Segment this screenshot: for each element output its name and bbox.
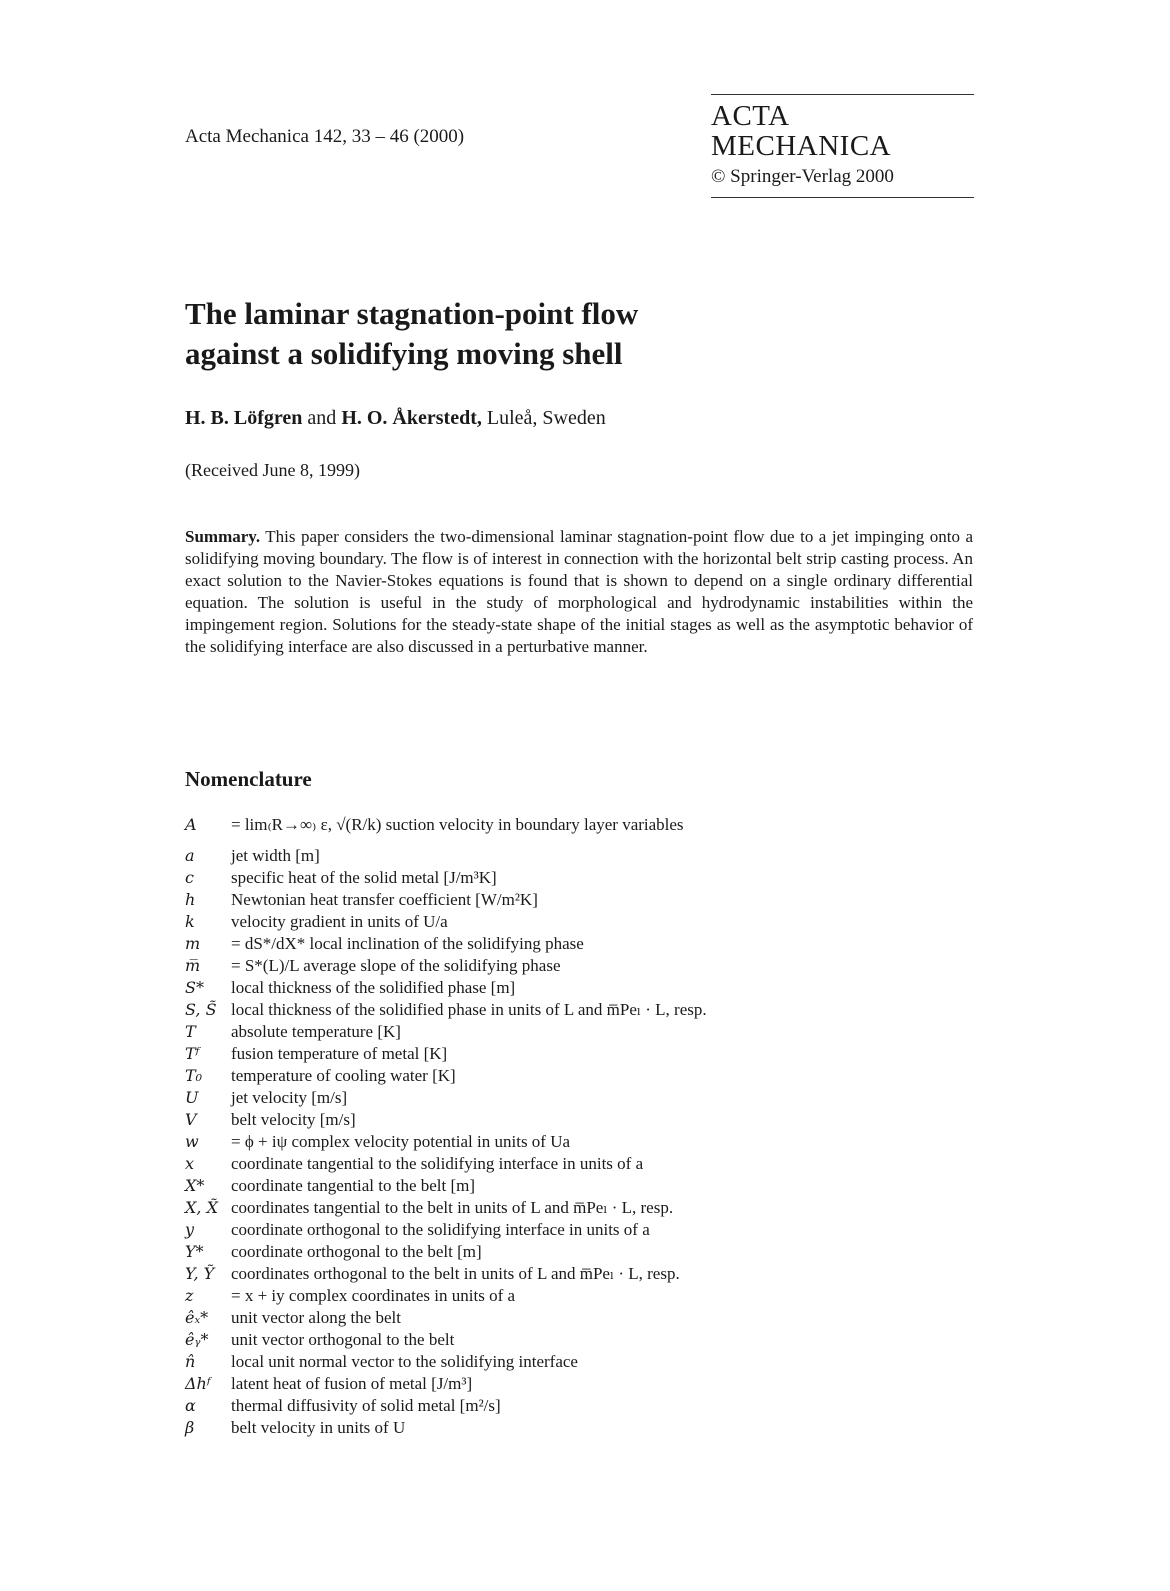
nomenclature-row: [174, 1351, 994, 1373]
nomenclature-row: [174, 999, 994, 1021]
copyright: © Springer-Verlag 2000: [711, 166, 894, 187]
nomenclature-description: local thickness of the solidified phase [m]: [231, 978, 516, 997]
nomenclature-symbol: Y*: [185, 1242, 204, 1261]
nomenclature-row: [174, 1131, 994, 1153]
nomenclature-description: local unit normal vector to the solidifying interface: [231, 1352, 578, 1371]
summary-label: Summary.: [185, 527, 261, 546]
nomenclature-row: [174, 955, 994, 977]
nomenclature-description: velocity gradient in units of U/a: [231, 912, 448, 931]
nomenclature-symbol: a: [185, 846, 195, 865]
nomenclature-symbol: T: [185, 1022, 196, 1041]
nomenclature-symbol: m̅: [185, 956, 201, 975]
nomenclature-symbol: α: [185, 1396, 196, 1415]
nomenclature-row: [174, 889, 994, 911]
nomenclature-symbol: V: [185, 1110, 197, 1129]
nomenclature-symbol: β: [185, 1418, 195, 1437]
nomenclature-row: [174, 1153, 994, 1175]
summary: [185, 526, 973, 658]
nomenclature-row: [174, 1197, 994, 1219]
nomenclature-description: = lim₍R→∞₎ ε, √(R/k) suction velocity in boundary layer variables: [231, 815, 684, 834]
nomenclature-list: [174, 814, 994, 1439]
nomenclature-symbol: h: [185, 890, 196, 909]
nomenclature-symbol: U: [185, 1088, 199, 1107]
nomenclature-symbol: X*: [185, 1176, 205, 1195]
nomenclature-row: [174, 977, 994, 999]
nomenclature-description: belt velocity in units of U: [231, 1418, 406, 1437]
nomenclature-description: = x + iy complex coordinates in units of a: [231, 1286, 516, 1305]
nomenclature-description: = ϕ + iψ complex velocity potential in units of Ua: [231, 1132, 571, 1151]
nomenclature-row: [174, 1087, 994, 1109]
nomenclature-symbol: êₓ*: [185, 1308, 209, 1327]
nomenclature-description: specific heat of the solid metal [J/m³K]: [231, 868, 497, 887]
nomenclature-row: [174, 1241, 994, 1263]
nomenclature-description: unit vector orthogonal to the belt: [231, 1330, 455, 1349]
nomenclature-row: [174, 845, 994, 867]
nomenclature-description: absolute temperature [K]: [231, 1022, 401, 1041]
nomenclature-row: [174, 867, 994, 889]
nomenclature-description: local thickness of the solidified phase in units of L and m̅Peₗ · L, resp.: [231, 1000, 707, 1019]
nomenclature-description: latent heat of fusion of metal [J/m³]: [231, 1374, 473, 1393]
nomenclature-symbol: y: [185, 1220, 195, 1239]
author-conj: and: [307, 407, 337, 429]
nomenclature-description: coordinate tangential to the solidifying interface in units of a: [231, 1154, 644, 1173]
nomenclature-description: = dS*/dX* local inclination of the solidifying phase: [231, 934, 584, 953]
nomenclature-description: Newtonian heat transfer coefficient [W/m²K]: [231, 890, 538, 909]
nomenclature-row: [174, 1395, 994, 1417]
nomenclature-symbol: Δhᶠ: [185, 1374, 211, 1393]
citation: Acta Mechanica 142, 33 – 46 (2000): [185, 126, 465, 147]
journal-masthead: [711, 94, 974, 198]
nomenclature-symbol: w: [185, 1132, 199, 1151]
author-1: H. B. Löfgren: [185, 407, 303, 429]
nomenclature-symbol: S*: [185, 978, 204, 997]
bottom-rule: [711, 197, 974, 198]
nomenclature-symbol: A: [185, 815, 197, 834]
nomenclature-description: coordinates tangential to the belt in units of L and m̅Peₗ · L, resp.: [231, 1198, 674, 1217]
nomenclature-description: fusion temperature of metal [K]: [231, 1044, 448, 1063]
nomenclature-row: [174, 1417, 994, 1439]
nomenclature-heading: Nomenclature: [185, 767, 312, 791]
nomenclature-symbol: c: [185, 868, 194, 887]
nomenclature-row: [174, 1373, 994, 1395]
nomenclature-symbol: x: [185, 1154, 195, 1173]
nomenclature-row: [174, 1329, 994, 1351]
nomenclature-description: belt velocity [m/s]: [231, 1110, 356, 1129]
nomenclature-row: [174, 1307, 994, 1329]
affiliation: Luleå, Sweden: [486, 407, 606, 429]
journal-name: ACTA MECHANICA: [711, 100, 892, 162]
nomenclature-row: [174, 814, 994, 836]
nomenclature-symbol: n̂: [185, 1352, 196, 1371]
nomenclature-description: jet width [m]: [231, 846, 320, 865]
paper-title: [185, 294, 638, 374]
received-date: (Received June 8, 1999): [185, 460, 360, 480]
nomenclature-description: = S*(L)/L average slope of the solidifying phase: [231, 956, 561, 975]
nomenclature-symbol: Tᶠ: [185, 1044, 200, 1063]
nomenclature-description: thermal diffusivity of solid metal [m²/s]: [231, 1396, 501, 1415]
nomenclature-description: temperature of cooling water [K]: [231, 1066, 456, 1085]
nomenclature-description: coordinate orthogonal to the solidifying interface in units of a: [231, 1220, 650, 1239]
authors: [185, 407, 606, 430]
nomenclature-symbol: S, S̃: [185, 1000, 217, 1019]
nomenclature-description: coordinates orthogonal to the belt in units of L and m̅Peₗ · L, resp.: [231, 1264, 680, 1283]
nomenclature-symbol: z: [185, 1286, 194, 1305]
nomenclature-row: [174, 1043, 994, 1065]
nomenclature-symbol: êᵧ*: [185, 1330, 209, 1349]
nomenclature-symbol: m: [185, 934, 201, 953]
title-line-2: against a solidifying moving shell: [185, 336, 623, 371]
nomenclature-row: [174, 1109, 994, 1131]
nomenclature-row: [174, 1021, 994, 1043]
nomenclature-row: [174, 1065, 994, 1087]
nomenclature-symbol: X, X̃: [185, 1198, 218, 1217]
nomenclature-description: unit vector along the belt: [231, 1308, 401, 1327]
nomenclature-symbol: T₀: [185, 1066, 203, 1085]
nomenclature-symbol: Y, Ỹ: [185, 1264, 215, 1283]
nomenclature-row: [174, 911, 994, 933]
nomenclature-row: [174, 1175, 994, 1197]
summary-text: This paper considers the two-dimensional laminar stagnation-point flow due to a jet impinging onto a solidifying moving boundary. The flow is of interest in connection with the horizontal belt strip casting process. An exact solution to the Navier-Stokes equations is found that is shown to depend on a single ordinary differential equation. The solution is useful in the study of morphological and hydrodynamic instabilities within the impingement region. Solutions for the steady-state shape of the initial stages as well as the asymptotic behavior of the solidifying interface are also discussed in a perturbative manner.: [185, 527, 973, 656]
top-rule: [711, 94, 974, 95]
nomenclature-description: coordinate tangential to the belt [m]: [231, 1176, 476, 1195]
nomenclature-description: coordinate orthogonal to the belt [m]: [231, 1242, 482, 1261]
title-line-1: The laminar stagnation-point flow: [185, 296, 639, 331]
nomenclature-row: [174, 1263, 994, 1285]
nomenclature-row: [174, 933, 994, 955]
author-2: H. O. Åkerstedt,: [341, 407, 482, 429]
nomenclature-symbol: k: [185, 912, 195, 931]
nomenclature-row: [174, 1285, 994, 1307]
nomenclature-row: [174, 1219, 994, 1241]
nomenclature-description: jet velocity [m/s]: [231, 1088, 348, 1107]
